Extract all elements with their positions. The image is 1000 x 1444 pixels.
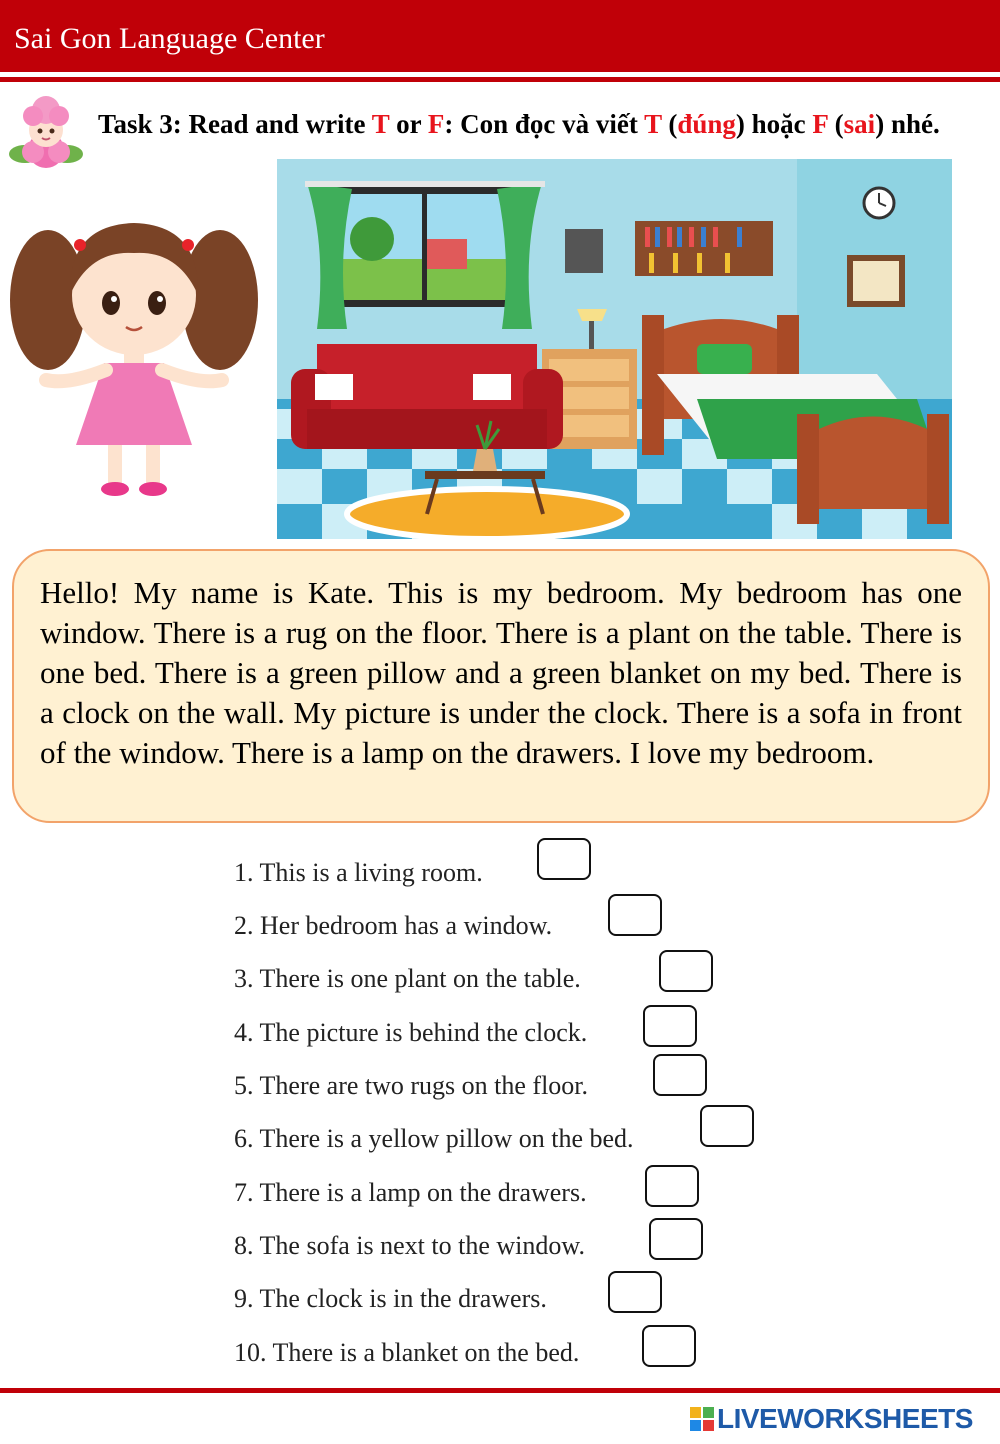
question-item: 2. Her bedroom has a window. (234, 911, 553, 940)
task-text: ) (875, 109, 885, 139)
answer-box[interactable] (608, 894, 662, 936)
task-text: nhé. (884, 109, 940, 139)
question-item: 3. There is one plant on the table. (234, 964, 581, 993)
question-item: 8. The sofa is next to the window. (234, 1231, 585, 1260)
flower-fairy-icon (5, 92, 87, 172)
story-passage (12, 549, 990, 823)
question-item: 10. There is a blanket on the bed. (234, 1338, 580, 1367)
question-item: 4. The picture is behind the clock. (234, 1018, 588, 1047)
header-title: Sai Gon Language Center (14, 22, 325, 55)
answer-box[interactable] (653, 1054, 707, 1096)
question-item: 5. There are two rugs on the floor. (234, 1071, 589, 1100)
answer-box[interactable] (537, 838, 591, 880)
liveworksheets-logo (690, 1403, 973, 1435)
answer-box[interactable] (642, 1325, 696, 1367)
task-text: Task 3: Read and write (98, 109, 372, 139)
brand-name: LIVEWORKSHEETS (717, 1403, 973, 1434)
task-text: ( (827, 109, 844, 139)
task-dung: đúng (677, 109, 736, 139)
task-text: or (389, 109, 428, 139)
task-sai: sai (843, 109, 876, 139)
question-item: 1. This is a living room. (234, 858, 483, 887)
question-item: 6. There is a yellow pillow on the bed. (234, 1124, 634, 1153)
answer-box[interactable] (649, 1218, 703, 1260)
task-f: F (812, 109, 828, 139)
question-item: 7. There is a lamp on the drawers. (234, 1178, 587, 1207)
answer-box[interactable] (643, 1005, 697, 1047)
task-text: : Con đọc và viết (444, 109, 645, 139)
story-text: Hello! My name is Kate. This is my bedroom. My bedroom has one window. There is a rug on the floor. There is a plant on the table. There is one bed. There is a green pillow and a green blanket on my bed. There is a clock on the wall. My picture is under the clock. There is a sofa in front of the window. There is a lamp on the drawers. I love my bedroom. (40, 575, 962, 770)
header-bar (0, 0, 1000, 72)
footer-divider (0, 1388, 1000, 1393)
answer-box[interactable] (700, 1105, 754, 1147)
task-instruction (98, 106, 978, 143)
task-t: T (644, 109, 662, 139)
answer-box[interactable] (659, 950, 713, 992)
task-f: F (427, 109, 445, 139)
header-divider (0, 77, 1000, 82)
task-text: ( (661, 109, 678, 139)
bedroom-illustration (277, 159, 952, 539)
task-t: T (371, 109, 390, 139)
answer-box[interactable] (645, 1165, 699, 1207)
task-text: ) hoặc (735, 109, 813, 139)
question-item: 9. The clock is in the drawers. (234, 1284, 547, 1313)
answer-box[interactable] (608, 1271, 662, 1313)
liveworksheets-icon (690, 1407, 714, 1431)
girl-illustration (8, 205, 260, 500)
